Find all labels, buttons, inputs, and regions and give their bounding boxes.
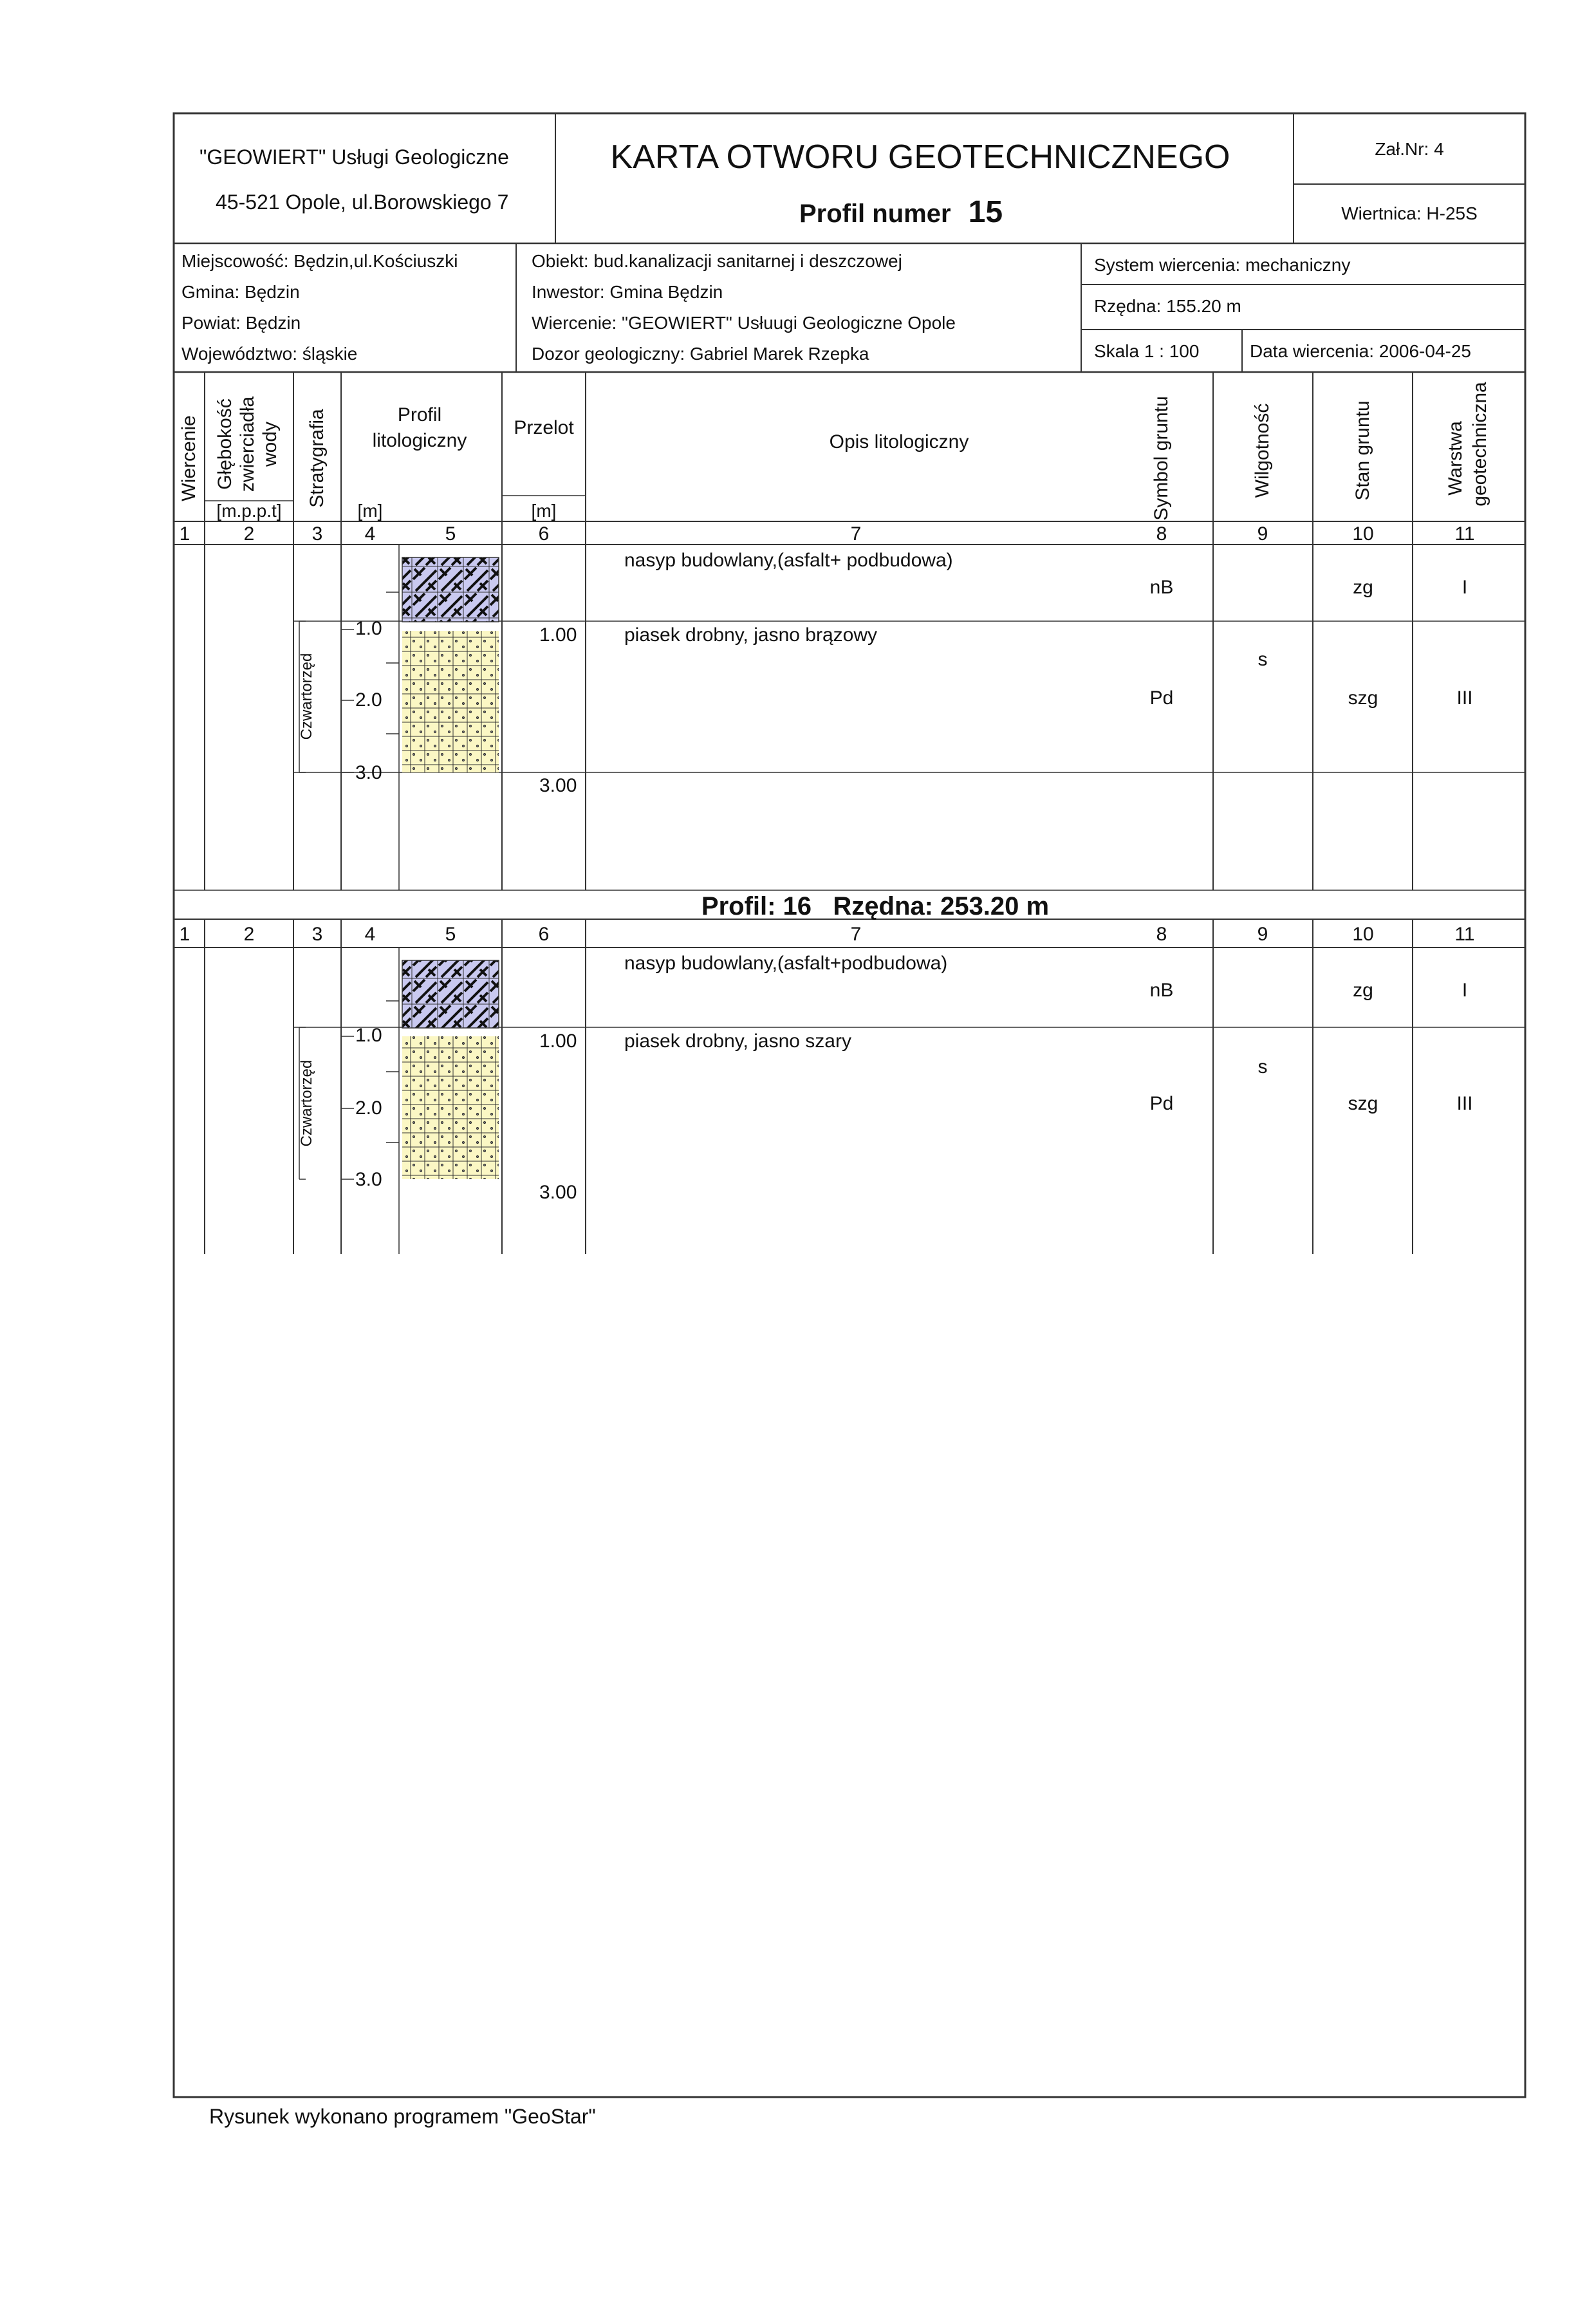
layer-1-description: nasyp budowlany,(asfalt+ podbudowa)	[624, 550, 953, 571]
col-number: 2	[243, 523, 255, 545]
project-inwestor: Inwestor: Gmina Będzin	[532, 282, 723, 302]
col-profil-2: litologiczny	[372, 430, 467, 451]
profile-2-title: Profil: 16 Rzędna: 253.20 m	[701, 892, 1050, 920]
location-gmina: Gmina: Będzin	[181, 282, 300, 302]
layer-1-warstwa: I	[1461, 577, 1468, 598]
depth-tick-1: 1.0	[355, 618, 382, 639]
layer-1-stan: zg	[1353, 577, 1373, 598]
p2-layer-2-bottom: 3.00	[539, 1182, 577, 1203]
col-glebokosc-2: zwierciadła	[237, 396, 258, 492]
col-glebokosc-3: wody	[259, 421, 281, 467]
col-number: 3	[311, 924, 323, 945]
col-number: 4	[364, 523, 376, 545]
col-number: 6	[538, 523, 550, 545]
p2-depth-tick-2: 2.0	[355, 1097, 382, 1119]
drilling-scale: Skala 1 : 100	[1094, 341, 1200, 361]
layer-2-bottom: 3.00	[539, 775, 577, 796]
footer-credit: Rysunek wykonano programem "GeoStar"	[209, 2105, 596, 2128]
layer-2-description: piasek drobny, jasno brązowy	[624, 624, 877, 646]
col-warstwa-1: Warstwa	[1445, 421, 1466, 496]
sand-layer-1	[402, 631, 499, 772]
profile-2-stratigraphy: Czwartorzęd	[298, 1059, 315, 1147]
company-name: "GEOWIERT" Usługi Geologiczne	[200, 145, 509, 169]
col-number: 9	[1257, 924, 1268, 945]
p2-layer-1-bottom: 1.00	[539, 1031, 577, 1052]
drilling-date: Data wiercenia: 2006-04-25	[1250, 341, 1471, 361]
col-przelot: Przelot	[514, 417, 574, 438]
col-number: 1	[179, 523, 190, 545]
profil-label-text: Profil numer	[799, 200, 951, 228]
col-stan: Stan gruntu	[1352, 400, 1373, 501]
col-glebokosc-unit: [m.p.p.t]	[216, 501, 282, 521]
layer-1-bottom: 1.00	[539, 624, 577, 646]
col-glebokosc-1: Głębokość	[214, 398, 236, 490]
col-number: 1	[179, 924, 190, 945]
profil-number: 15	[968, 195, 1003, 229]
col-depth-unit: [m]	[357, 501, 383, 521]
p2-layer-2-warstwa: III	[1456, 1093, 1473, 1114]
location-powiat: Powiat: Będzin	[181, 313, 301, 333]
profil-label	[799, 197, 1003, 228]
location-wojewodztwo: Województwo: śląskie	[181, 344, 358, 364]
col-number: 11	[1454, 924, 1475, 945]
col-number: 10	[1352, 924, 1374, 945]
fill-layer-1	[402, 557, 499, 622]
drilling-system: System wiercenia: mechaniczny	[1094, 255, 1351, 275]
project-obiekt: Obiekt: bud.kanalizacji sanitarnej i deszczowej	[532, 251, 902, 271]
col-wilgotnosc: Wilgotność	[1252, 403, 1273, 498]
attachment-number: Zał.Nr: 4	[1375, 139, 1444, 159]
col-wiercenie: Wiercenie	[178, 415, 200, 501]
col-number: 10	[1352, 523, 1374, 545]
fill-layer-2	[402, 960, 499, 1028]
p2-layer-1-description: nasyp budowlany,(asfalt+podbudowa)	[624, 953, 948, 974]
col-number: 3	[311, 523, 323, 545]
page-title: KARTA OTWORU GEOTECHNICZNEGO	[610, 138, 1230, 176]
project-dozor: Dozor geologiczny: Gabriel Marek Rzepka	[532, 344, 869, 364]
col-number: 8	[1156, 924, 1167, 945]
col-number: 7	[850, 924, 862, 945]
col-number: 11	[1454, 523, 1475, 545]
col-profil-1: Profil	[397, 404, 442, 425]
location-miejscowosc: Miejscowość: Będzin,ul.Kościuszki	[181, 251, 458, 271]
col-stratygrafia: Stratygrafia	[306, 409, 328, 508]
p2-layer-2-description: piasek drobny, jasno szary	[624, 1031, 851, 1052]
p2-depth-tick-1: 1.0	[355, 1025, 382, 1046]
sand-layer-2	[402, 1036, 499, 1179]
col-warstwa-2: geotechniczna	[1469, 382, 1490, 507]
drilling-rig: Wiertnica: H-25S	[1341, 203, 1478, 223]
profile-1-stratigraphy: Czwartorzęd	[298, 653, 315, 740]
p2-layer-2-stan: szg	[1348, 1093, 1378, 1114]
col-number: 5	[445, 924, 456, 945]
layer-1-symbol: nB	[1149, 577, 1174, 598]
depth-tick-3: 3.0	[355, 762, 382, 783]
drilling-elevation: Rzędna: 155.20 m	[1094, 296, 1241, 316]
p2-layer-1-stan: zg	[1353, 980, 1373, 1001]
p2-depth-tick-3: 3.0	[355, 1169, 382, 1190]
project-wiercenie: Wiercenie: "GEOWIERT" Usłuugi Geologiczne Opole	[532, 313, 956, 333]
col-number: 9	[1257, 523, 1268, 545]
col-number: 2	[243, 924, 255, 945]
p2-layer-1-warstwa: I	[1461, 980, 1468, 1001]
p2-layer-2-symbol: Pd	[1149, 1093, 1174, 1114]
p2-layer-1-symbol: nB	[1149, 980, 1174, 1001]
col-number: 6	[538, 924, 550, 945]
company-address: 45-521 Opole, ul.Borowskiego 7	[216, 191, 509, 214]
col-symbol: Symbol gruntu	[1151, 396, 1172, 521]
depth-tick-2: 2.0	[355, 689, 382, 711]
col-number: 8	[1156, 523, 1167, 545]
col-number: 7	[850, 523, 862, 545]
profile-2-wilgotnosc: s	[1257, 1056, 1268, 1078]
col-number: 5	[445, 523, 456, 545]
layer-2-stan: szg	[1348, 687, 1378, 709]
col-przelot-unit: [m]	[531, 501, 557, 521]
layer-2-warstwa: III	[1456, 687, 1473, 709]
layer-2-symbol: Pd	[1149, 687, 1174, 709]
col-number: 4	[364, 924, 376, 945]
col-opis: Opis litologiczny	[829, 431, 969, 452]
profile-1-wilgotnosc: s	[1257, 649, 1268, 670]
